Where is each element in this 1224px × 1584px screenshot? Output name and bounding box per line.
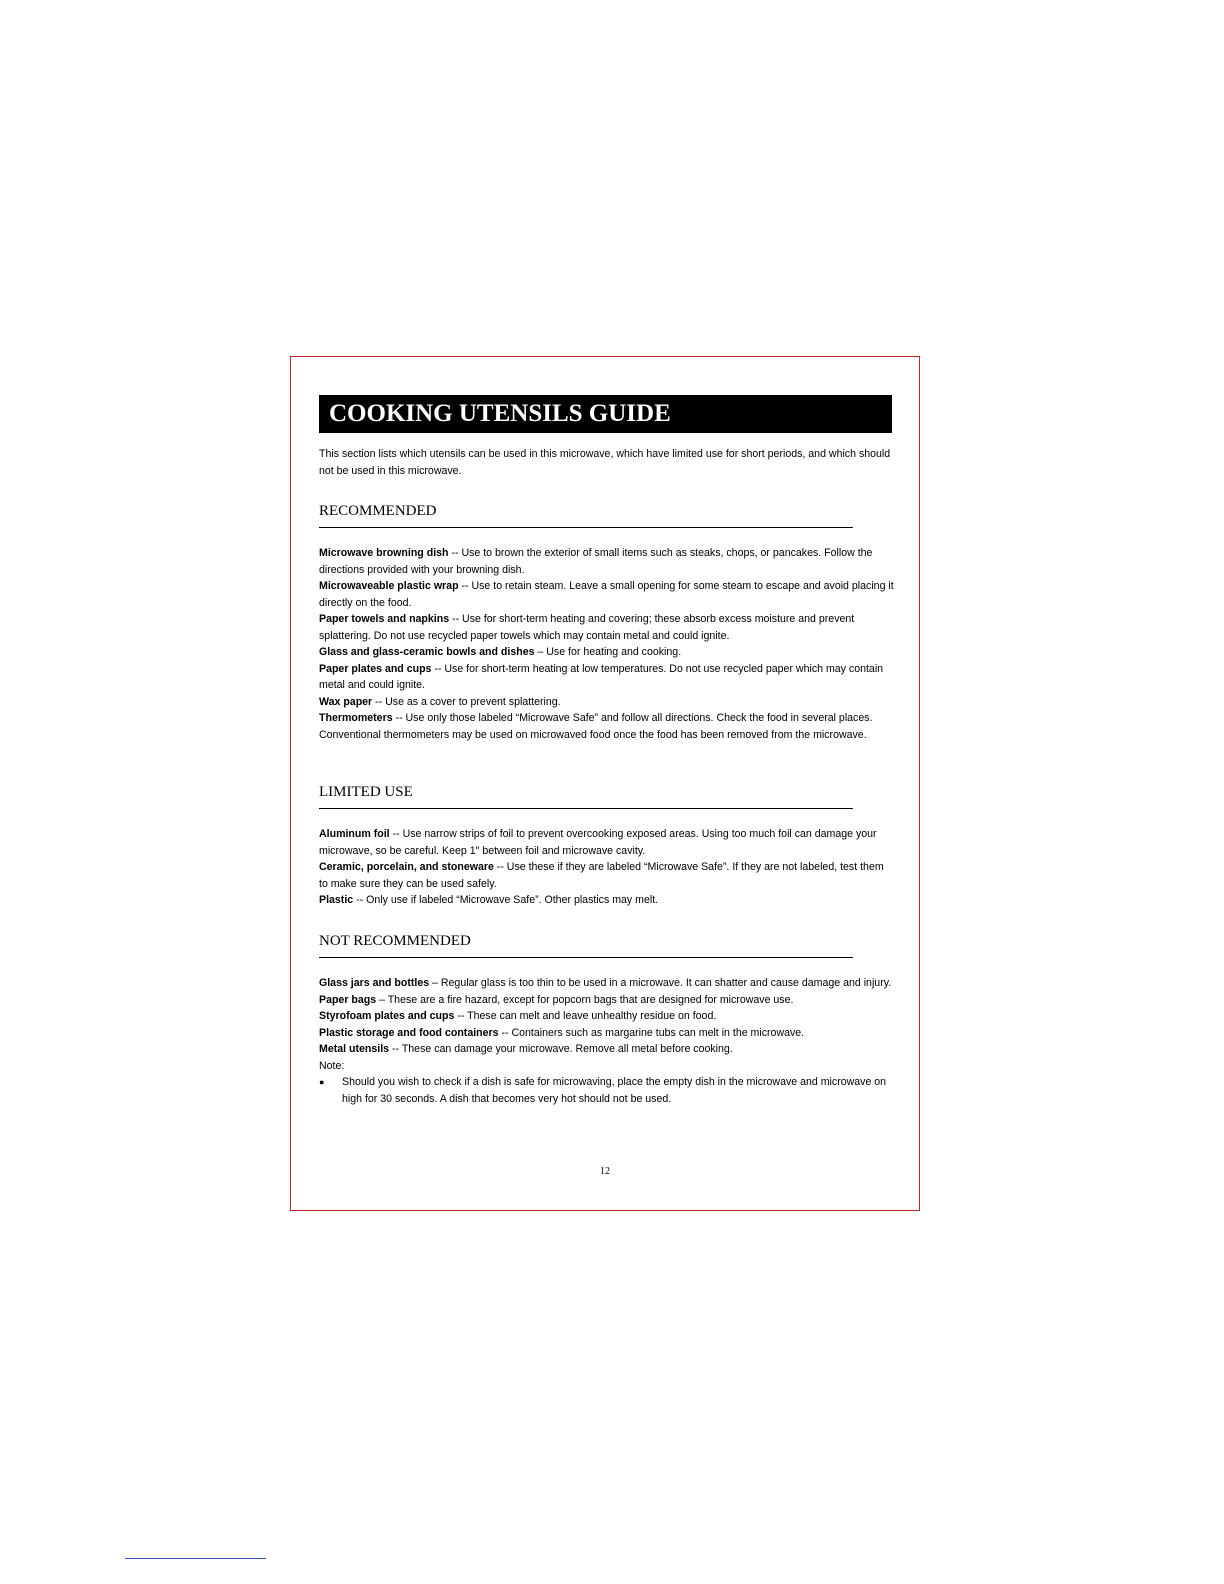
list-item: Microwave browning dish -- Use to brown the exterior of small items such as steaks, chops, or pancakes. Follow the directions provided with your browning dish.: [319, 547, 873, 576]
page-title: COOKING UTENSILS GUIDE: [319, 395, 892, 433]
list-item: Plastic storage and food containers -- Containers such as margarine tubs can melt in the microwave.: [319, 1026, 805, 1039]
note-label: Note:: [319, 1059, 345, 1072]
note-text: Should you wish to check if a dish is safe for microwaving, place the empty dish in the microwave and microwave on high for 30 seconds. A dish that becomes very hot should not be used.: [342, 1076, 887, 1105]
recommended-list: [319, 545, 894, 743]
intro-paragraph: This section lists which utensils can be used in this microwave, which have limited use for short periods, and which should not be used in this microwave.: [319, 448, 891, 477]
section-heading-recommended: RECOMMENDED: [319, 503, 437, 519]
section-rule: [319, 808, 853, 809]
footnote-rule: [125, 1558, 266, 1559]
page-number: 12: [600, 1166, 610, 1177]
section-heading-limited-use: LIMITED USE: [319, 784, 413, 800]
limited-use-list: [319, 826, 894, 909]
not-recommended-list: [319, 975, 894, 1107]
list-item: Ceramic, porcelain, and stoneware -- Use these if they are labeled “Microwave Safe”. If they are not labeled, test them to make sure they can be used safely.: [319, 861, 884, 890]
list-item: Styrofoam plates and cups -- These can melt and leave unhealthy residue on food.: [319, 1010, 717, 1022]
list-item: Paper bags – These are a fire hazard, except for popcorn bags that are designed for microwave use.: [319, 993, 794, 1006]
list-item: Aluminum foil -- Use narrow strips of foil to prevent overcooking exposed areas. Using too much foil can damage your microwave, so be careful. Keep 1" between foil and microwave cavity.: [319, 828, 877, 857]
list-item: Wax paper -- Use as a cover to prevent splattering.: [319, 695, 561, 708]
section-heading-not-recommended: NOT RECOMMENDED: [319, 933, 471, 949]
bullet-icon: ●: [319, 1077, 325, 1087]
list-item: Metal utensils -- These can damage your microwave. Remove all metal before cooking.: [319, 1043, 733, 1055]
list-item: Thermometers -- Use only those labeled “Microwave Safe” and follow all directions. Check the food in several places. Conventional thermometers may be used on microwaved food once the food has been removed from the microwave.: [319, 712, 873, 741]
list-item: Paper plates and cups -- Use for short-term heating at low temperatures. Do not use recycled paper which may contain metal and could ignite.: [319, 662, 884, 691]
list-item: Plastic -- Only use if labeled “Microwave Safe”. Other plastics may melt.: [319, 894, 659, 906]
section-rule: [319, 957, 853, 958]
list-item: Paper towels and napkins -- Use for short-term heating and covering; these absorb excess moisture and prevent splattering. Do not use recycled paper towels which may contain metal and could ignite.: [319, 613, 855, 642]
list-item: Glass jars and bottles – Regular glass is too thin to be used in a microwave. It can shatter and cause damage and injury.: [319, 977, 892, 989]
section-rule: [319, 527, 853, 528]
list-item: Glass and glass-ceramic bowls and dishes – Use for heating and cooking.: [319, 646, 682, 658]
note-bullet: [319, 1074, 894, 1107]
list-item: Microwaveable plastic wrap -- Use to retain steam. Leave a small opening for some steam to escape and avoid placing it directly on the food.: [319, 580, 894, 609]
